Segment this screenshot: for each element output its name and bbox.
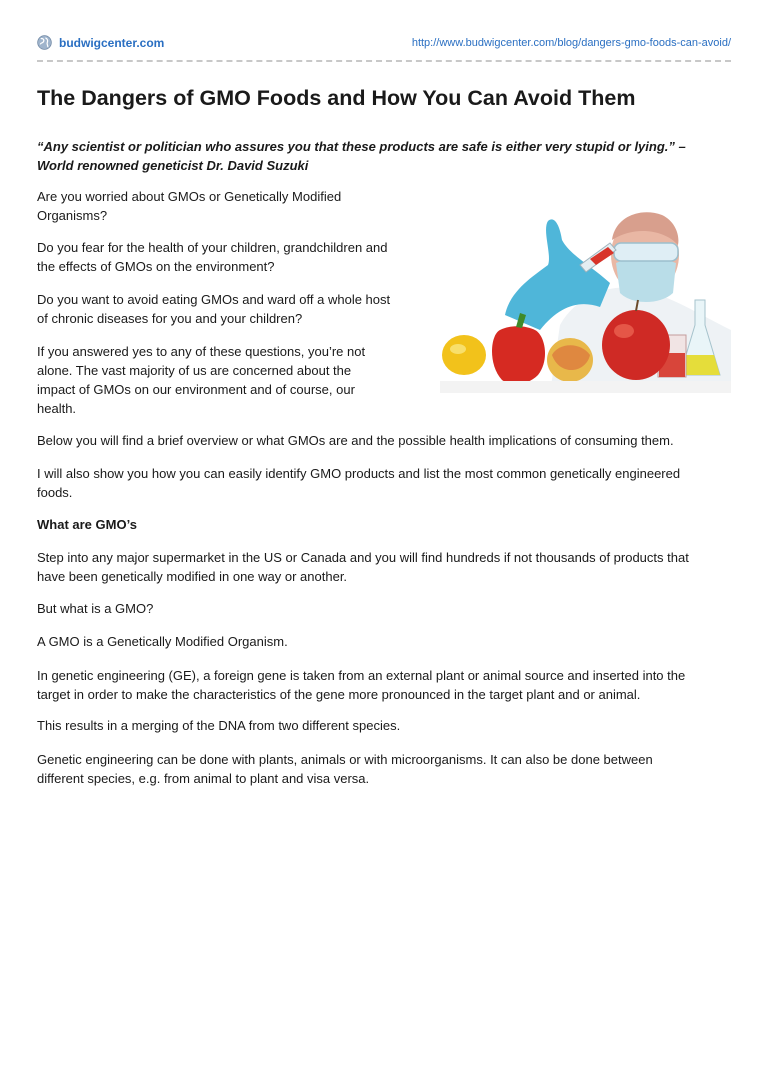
section-heading (37, 515, 137, 534)
paragraph-line: This results in a merging of the DNA from two different species. (37, 718, 401, 733)
paragraph-line: A GMO is a Genetically Modified Organism. (37, 634, 288, 649)
paragraph-line: Genetic engineering can be done with plants, animals or with microorganisms. It can also be done between (37, 752, 653, 767)
paragraph-line: have been genetically modified in one way or another. (37, 569, 348, 584)
paragraph-line: foods. (37, 485, 73, 500)
article-quote (37, 137, 737, 175)
paragraph (37, 342, 365, 418)
paragraph (37, 548, 689, 586)
paragraph-line: Organisms? (37, 208, 108, 223)
paragraph-line: I will also show you how you can easily identify GMO products and list the most common genetically engineered (37, 466, 681, 481)
paragraph-line: In genetic engineering (GE), a foreign gene is taken from an external plant or animal source and inserted into the (37, 668, 686, 683)
paragraph (37, 599, 153, 618)
paragraph (37, 464, 680, 502)
paragraph-line: the effects of GMOs on the environment? (37, 259, 275, 274)
paragraph (37, 431, 674, 450)
paragraph-line: target in order to make the characteristics of the gene more pronounced in the target plant and or animal. (37, 687, 641, 702)
paragraph-line: Do you want to avoid eating GMOs and ward off a whole host (37, 292, 391, 307)
paragraph-line: health. (37, 401, 77, 416)
paragraph-line: Do you fear for the health of your children, grandchildren and (37, 240, 388, 255)
scientist-photo (440, 195, 731, 393)
paragraph-line: alone. The vast majority of us are concerned about the (37, 363, 352, 378)
page-header (37, 34, 731, 54)
paragraph (37, 750, 653, 788)
quote-line: World renowned geneticist Dr. David Suzuki (37, 158, 309, 173)
page-url[interactable]: http://www.budwigcenter.com/blog/dangers-gmo-foods-can-avoid/ (411, 37, 731, 49)
paragraph-line: Step into any major supermarket in the US or Canada and you will find hundreds if not thousands of products that (37, 550, 689, 565)
paragraph (37, 632, 288, 651)
quote-line: “Any scientist or politician who assures you that these products are safe is either very stupid or lying.” – (37, 139, 686, 154)
globe-icon (37, 35, 52, 50)
paragraph (37, 290, 390, 328)
paragraph-line: of chronic diseases for you and your children? (37, 311, 303, 326)
paragraph-line: Are you worried about GMOs or Genetically Modified (37, 189, 342, 204)
paragraph (37, 238, 388, 276)
paragraph-line: If you answered yes to any of these questions, you’re not (37, 344, 366, 359)
article-title: The Dangers of GMO Foods and How You Can Avoid Them (37, 86, 636, 110)
paragraph (37, 716, 400, 735)
paragraph-line: Below you will find a brief overview or what GMOs are and the possible health implications of consuming them. (37, 433, 674, 448)
header-divider (37, 60, 731, 62)
site-name[interactable]: budwigcenter.com (59, 35, 165, 50)
paragraph-line: different species, e.g. from animal to plant and visa versa. (37, 771, 370, 786)
site-link[interactable] (37, 35, 164, 50)
paragraph-line: impact of GMOs on our environment and of course, our (37, 382, 355, 397)
paragraph (37, 187, 341, 225)
paragraph (37, 666, 685, 704)
heading-line: What are GMO’s (37, 517, 137, 532)
paragraph-line: But what is a GMO? (37, 601, 154, 616)
